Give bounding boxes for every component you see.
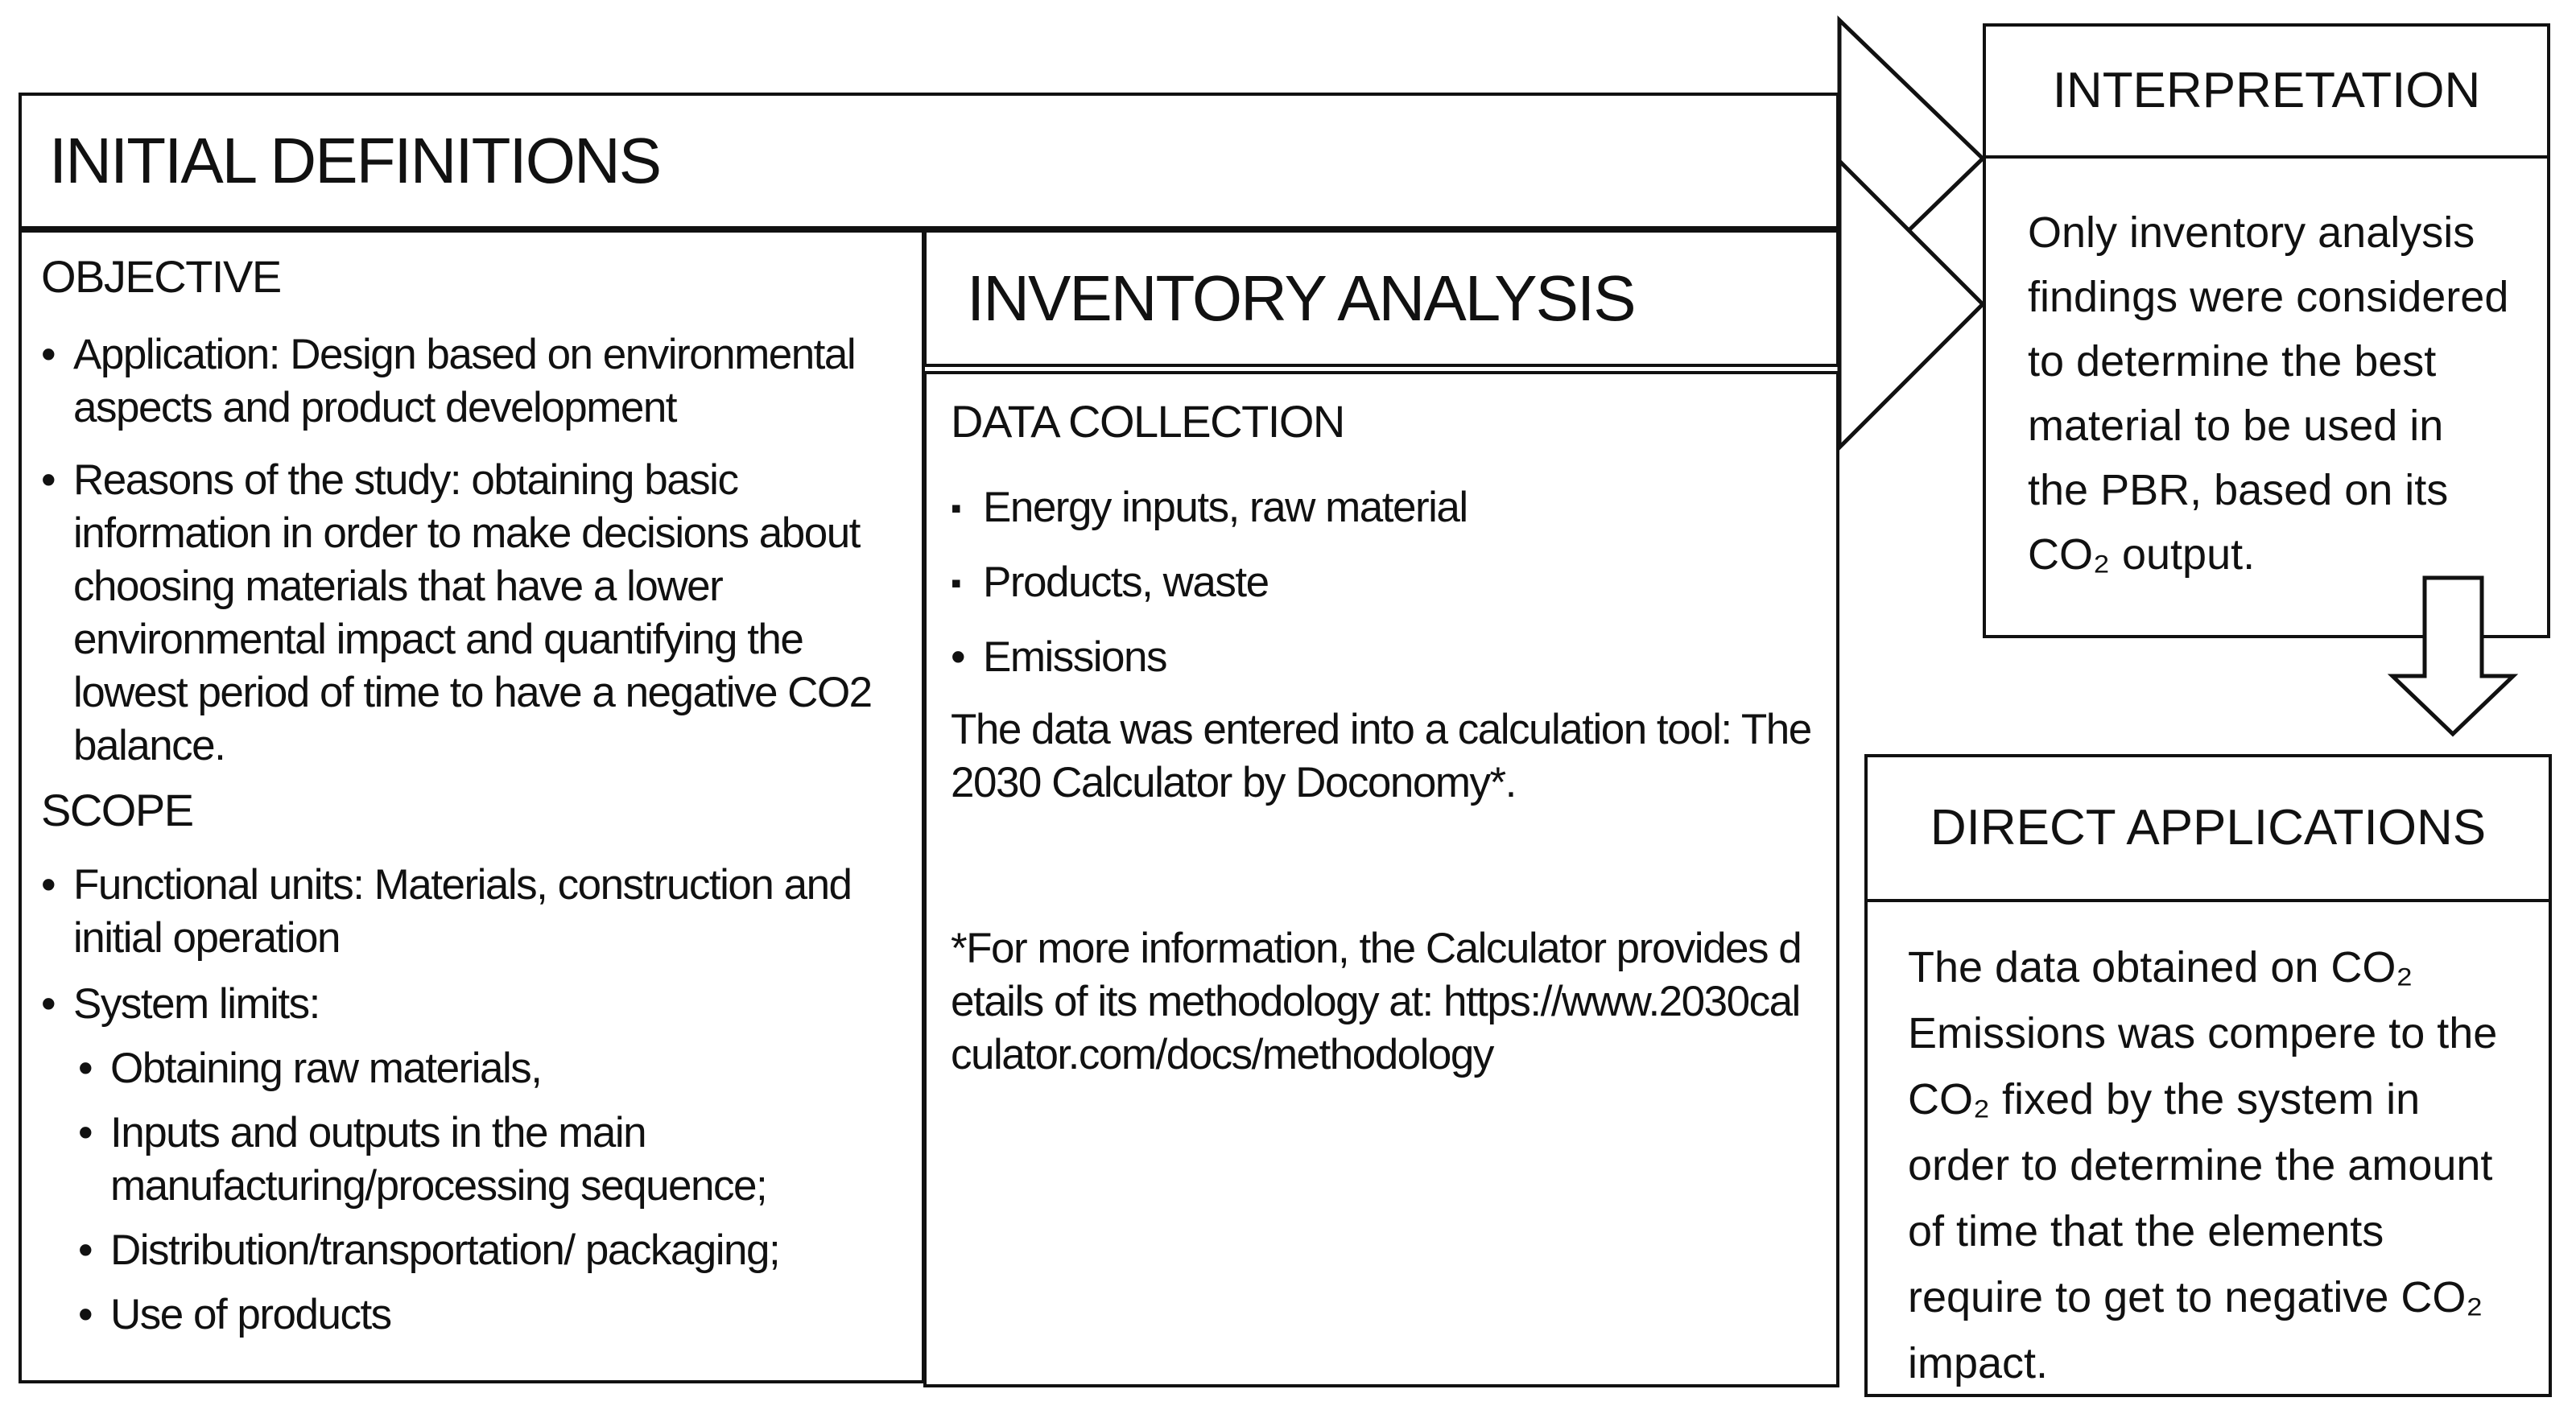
objective-heading: OBJECTIVE: [41, 251, 281, 302]
calculation-tool-paragraph: The data was entered into a calculation tool: The 2030 Calculator by Doconomy*.: [951, 705, 1811, 806]
bullet-icon: [41, 978, 73, 1031]
data-collection-heading: DATA COLLECTION: [951, 396, 1344, 447]
interpretation-body: Only inventory analysis findings were considered to determine the best material to be used in the PBR, based on its CO₂ output.: [2028, 208, 2509, 579]
list-item: [78, 1288, 901, 1342]
bullet-icon: [78, 1042, 110, 1095]
objective-scope-box: [19, 229, 925, 1383]
block-arrow-right-upper-icon: [1839, 20, 1983, 298]
data-collection-box: [923, 371, 1839, 1387]
list-item-label: Energy inputs, raw material: [983, 483, 1468, 531]
list-item: [41, 328, 901, 435]
list-item-label: Application: Design based on environmental aspects and product development: [73, 330, 856, 431]
bullet-icon: [951, 631, 983, 684]
block-arrow-right-lower-icon: [1839, 161, 1983, 447]
square-bullet-icon: [951, 481, 983, 538]
scope-heading: SCOPE: [41, 784, 193, 835]
inventory-analysis-box: [923, 229, 1839, 367]
list-item-label: Products, waste: [983, 558, 1269, 606]
list-item-label: Obtaining raw materials,: [110, 1044, 542, 1092]
bullet-icon: [78, 1107, 110, 1213]
bullet-icon: [78, 1288, 110, 1342]
list-item: [951, 556, 1812, 613]
list-item-label: Distribution/transportation/ packaging;: [110, 1226, 780, 1274]
list-item: [78, 1107, 901, 1213]
methodology-footnote: *For more information, the Calculator provides details of its methodology at: https://www.2030calculator.com/docs/methodology: [951, 924, 1802, 1078]
direct-applications-box: [1864, 754, 2552, 1397]
list-item: [41, 454, 901, 773]
inventory-analysis-title: INVENTORY ANALYSIS: [967, 262, 1635, 334]
list-item: [41, 978, 901, 1031]
direct-applications-body: The data obtained on CO₂ Emissions was compere to the CO₂ fixed by the system in order to determine the amount of time that the elements require to get to negative CO₂ impact.: [1908, 943, 2498, 1387]
initial-definitions-box: [19, 93, 1839, 229]
list-item-label: Functional units: Materials, construction and initial operation: [73, 860, 852, 962]
list-item: [41, 859, 901, 965]
list-item-label: Reasons of the study: obtaining basic information in order to make decisions about choosing materials that have a lower environmental impact and quantifying the lowest period of time to have a negative CO2 balance.: [73, 456, 872, 769]
interpretation-box: [1983, 23, 2550, 638]
list-item-label: Inputs and outputs in the main manufacturing/processing sequence;: [110, 1108, 767, 1210]
square-bullet-icon: [951, 556, 983, 613]
list-item-label: System limits:: [73, 979, 320, 1028]
direct-applications-title: DIRECT APPLICATIONS: [1930, 800, 2487, 855]
initial-definitions-title: INITIAL DEFINITIONS: [49, 125, 661, 196]
list-item: [951, 631, 1812, 684]
bullet-icon: [41, 859, 73, 965]
bullet-icon: [41, 328, 73, 435]
bullet-icon: [41, 454, 73, 773]
interpretation-title: INTERPRETATION: [2052, 63, 2481, 118]
list-item: [951, 481, 1812, 538]
bullet-icon: [78, 1224, 110, 1277]
list-item: [78, 1224, 901, 1277]
list-item-label: Use of products: [110, 1290, 391, 1338]
list-item: [78, 1042, 901, 1095]
list-item-label: Emissions: [983, 633, 1167, 681]
